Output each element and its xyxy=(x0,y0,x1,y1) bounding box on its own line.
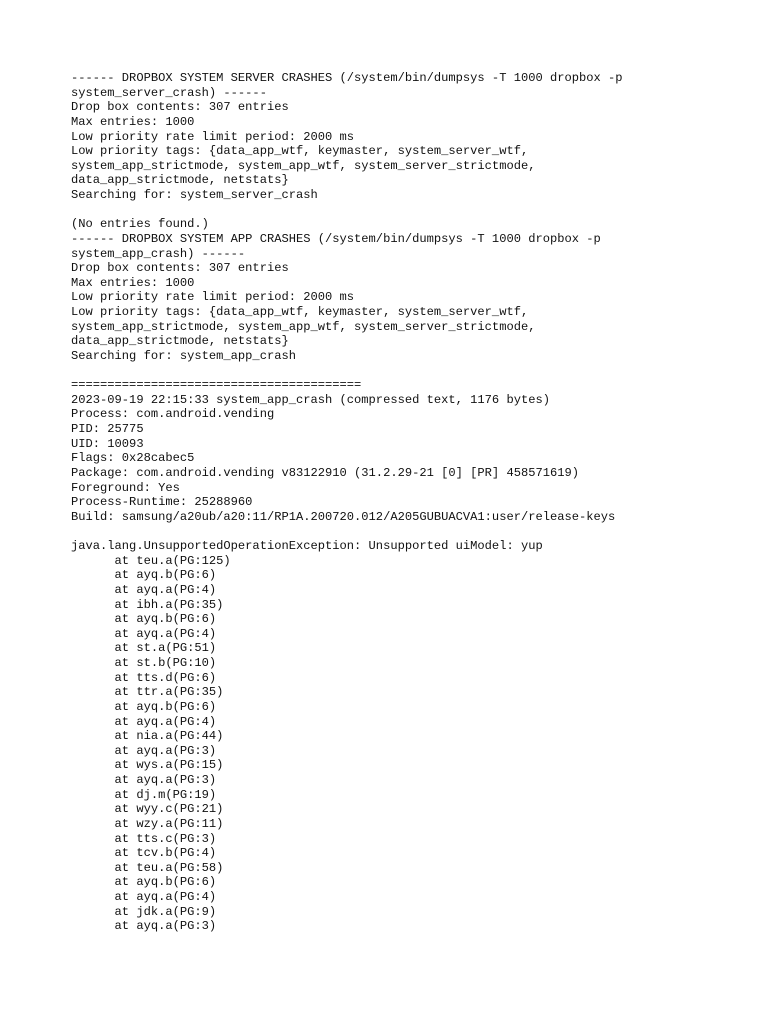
low-priority-tags-continued: system_app_strictmode, system_app_wtf, system_server_strictmode, xyxy=(71,319,536,334)
stack-frame: at wys.a(PG:15) xyxy=(71,758,224,773)
dropbox-contents: Drop box contents: 307 entries xyxy=(71,261,289,276)
stack-frame: at ibh.a(PG:35) xyxy=(71,597,224,612)
app-crash-section xyxy=(71,232,751,378)
max-entries: Max entries: 1000 xyxy=(71,114,195,129)
stack-frame: at jdk.a(PG:9) xyxy=(71,904,217,919)
stack-frame: at ayq.b(PG:6) xyxy=(71,568,217,583)
stack-frame: at ayq.b(PG:6) xyxy=(71,612,217,627)
stack-frame: at st.b(PG:10) xyxy=(71,656,217,670)
entry-separator: ======================================== xyxy=(71,378,362,393)
stack-frame: at tts.d(PG:6) xyxy=(71,670,217,685)
crash-entry xyxy=(71,378,751,539)
low-priority-tags-continued: data_app_strictmode, netstats} xyxy=(71,334,289,349)
exception-message: java.lang.UnsupportedOperationException: Unsupported uiModel: yup xyxy=(71,539,543,553)
stack-frame: at ttr.a(PG:35) xyxy=(71,685,224,700)
entry-pid: PID: 25775 xyxy=(71,422,144,436)
stack-frame: at nia.a(PG:44) xyxy=(71,729,224,744)
stack-frame: at ayq.a(PG:3) xyxy=(71,773,217,787)
low-priority-tags-continued: system_app_strictmode, system_app_wtf, system_server_strictmode, xyxy=(71,158,536,173)
stack-frame: at ayq.a(PG:4) xyxy=(71,890,217,904)
section-header-continued: system_server_crash) ------ xyxy=(71,85,267,100)
entry-package: Package: com.android.vending v83122910 (31.2.29-21 [0] [PR] 458571619) xyxy=(71,465,580,480)
stack-frame: at ayq.b(PG:6) xyxy=(71,875,217,890)
entry-foreground: Foreground: Yes xyxy=(71,480,180,495)
dumpsys-log-page xyxy=(71,71,751,934)
stack-frame: at ayq.a(PG:4) xyxy=(71,626,217,641)
stack-frame: at ayq.a(PG:3) xyxy=(71,919,217,934)
section-header-continued: system_app_crash) ------ xyxy=(71,246,246,261)
stack-frame: at wzy.a(PG:11) xyxy=(71,816,224,831)
stack-frame: at tcv.b(PG:4) xyxy=(71,846,217,861)
stack-frame: at st.a(PG:51) xyxy=(71,641,217,656)
entry-timestamp: 2023-09-19 22:15:33 system_app_crash (compressed text, 1176 bytes) xyxy=(71,392,550,407)
section-header: ------ DROPBOX SYSTEM APP CRASHES (/system/bin/dumpsys -T 1000 dropbox -p xyxy=(71,231,601,246)
stack-frame: at ayq.a(PG:4) xyxy=(71,582,217,597)
blank-line xyxy=(71,364,751,379)
entry-process-runtime: Process-Runtime: 25288960 xyxy=(71,495,253,510)
no-entries-message: (No entries found.) xyxy=(71,217,209,232)
stack-frame: at ayq.a(PG:4) xyxy=(71,714,217,729)
server-crash-section xyxy=(71,71,751,232)
low-priority-tags-continued: data_app_strictmode, netstats} xyxy=(71,173,289,188)
stack-frame: at tts.c(PG:3) xyxy=(71,831,217,846)
low-priority-tags: Low priority tags: {data_app_wtf, keymaster, system_server_wtf, xyxy=(71,305,529,319)
exception-trace xyxy=(71,539,751,934)
stack-frame: at teu.a(PG:125) xyxy=(71,553,231,568)
searching-for: Searching for: system_app_crash xyxy=(71,348,296,363)
entry-process: Process: com.android.vending xyxy=(71,407,275,422)
max-entries: Max entries: 1000 xyxy=(71,275,195,290)
rate-limit-period: Low priority rate limit period: 2000 ms xyxy=(71,129,355,144)
blank-line xyxy=(71,524,751,539)
stack-frame: at ayq.b(PG:6) xyxy=(71,699,217,714)
searching-for: Searching for: system_server_crash xyxy=(71,188,318,202)
rate-limit-period: Low priority rate limit period: 2000 ms xyxy=(71,290,355,305)
stack-frame: at wyy.c(PG:21) xyxy=(71,802,224,817)
entry-build: Build: samsung/a20ub/a20:11/RP1A.200720.012/A205GUBUACVA1:user/release-keys xyxy=(71,509,616,524)
entry-uid: UID: 10093 xyxy=(71,436,144,451)
stack-frame: at teu.a(PG:58) xyxy=(71,860,224,875)
entry-flags: Flags: 0x28cabec5 xyxy=(71,451,195,466)
dropbox-contents: Drop box contents: 307 entries xyxy=(71,100,289,115)
stack-frame: at ayq.a(PG:3) xyxy=(71,743,217,758)
stack-frame: at dj.m(PG:19) xyxy=(71,787,217,802)
section-header: ------ DROPBOX SYSTEM SERVER CRASHES (/system/bin/dumpsys -T 1000 dropbox -p xyxy=(71,71,623,85)
stack-trace xyxy=(71,554,751,934)
blank-line xyxy=(71,203,751,218)
low-priority-tags: Low priority tags: {data_app_wtf, keymaster, system_server_wtf, xyxy=(71,144,529,159)
